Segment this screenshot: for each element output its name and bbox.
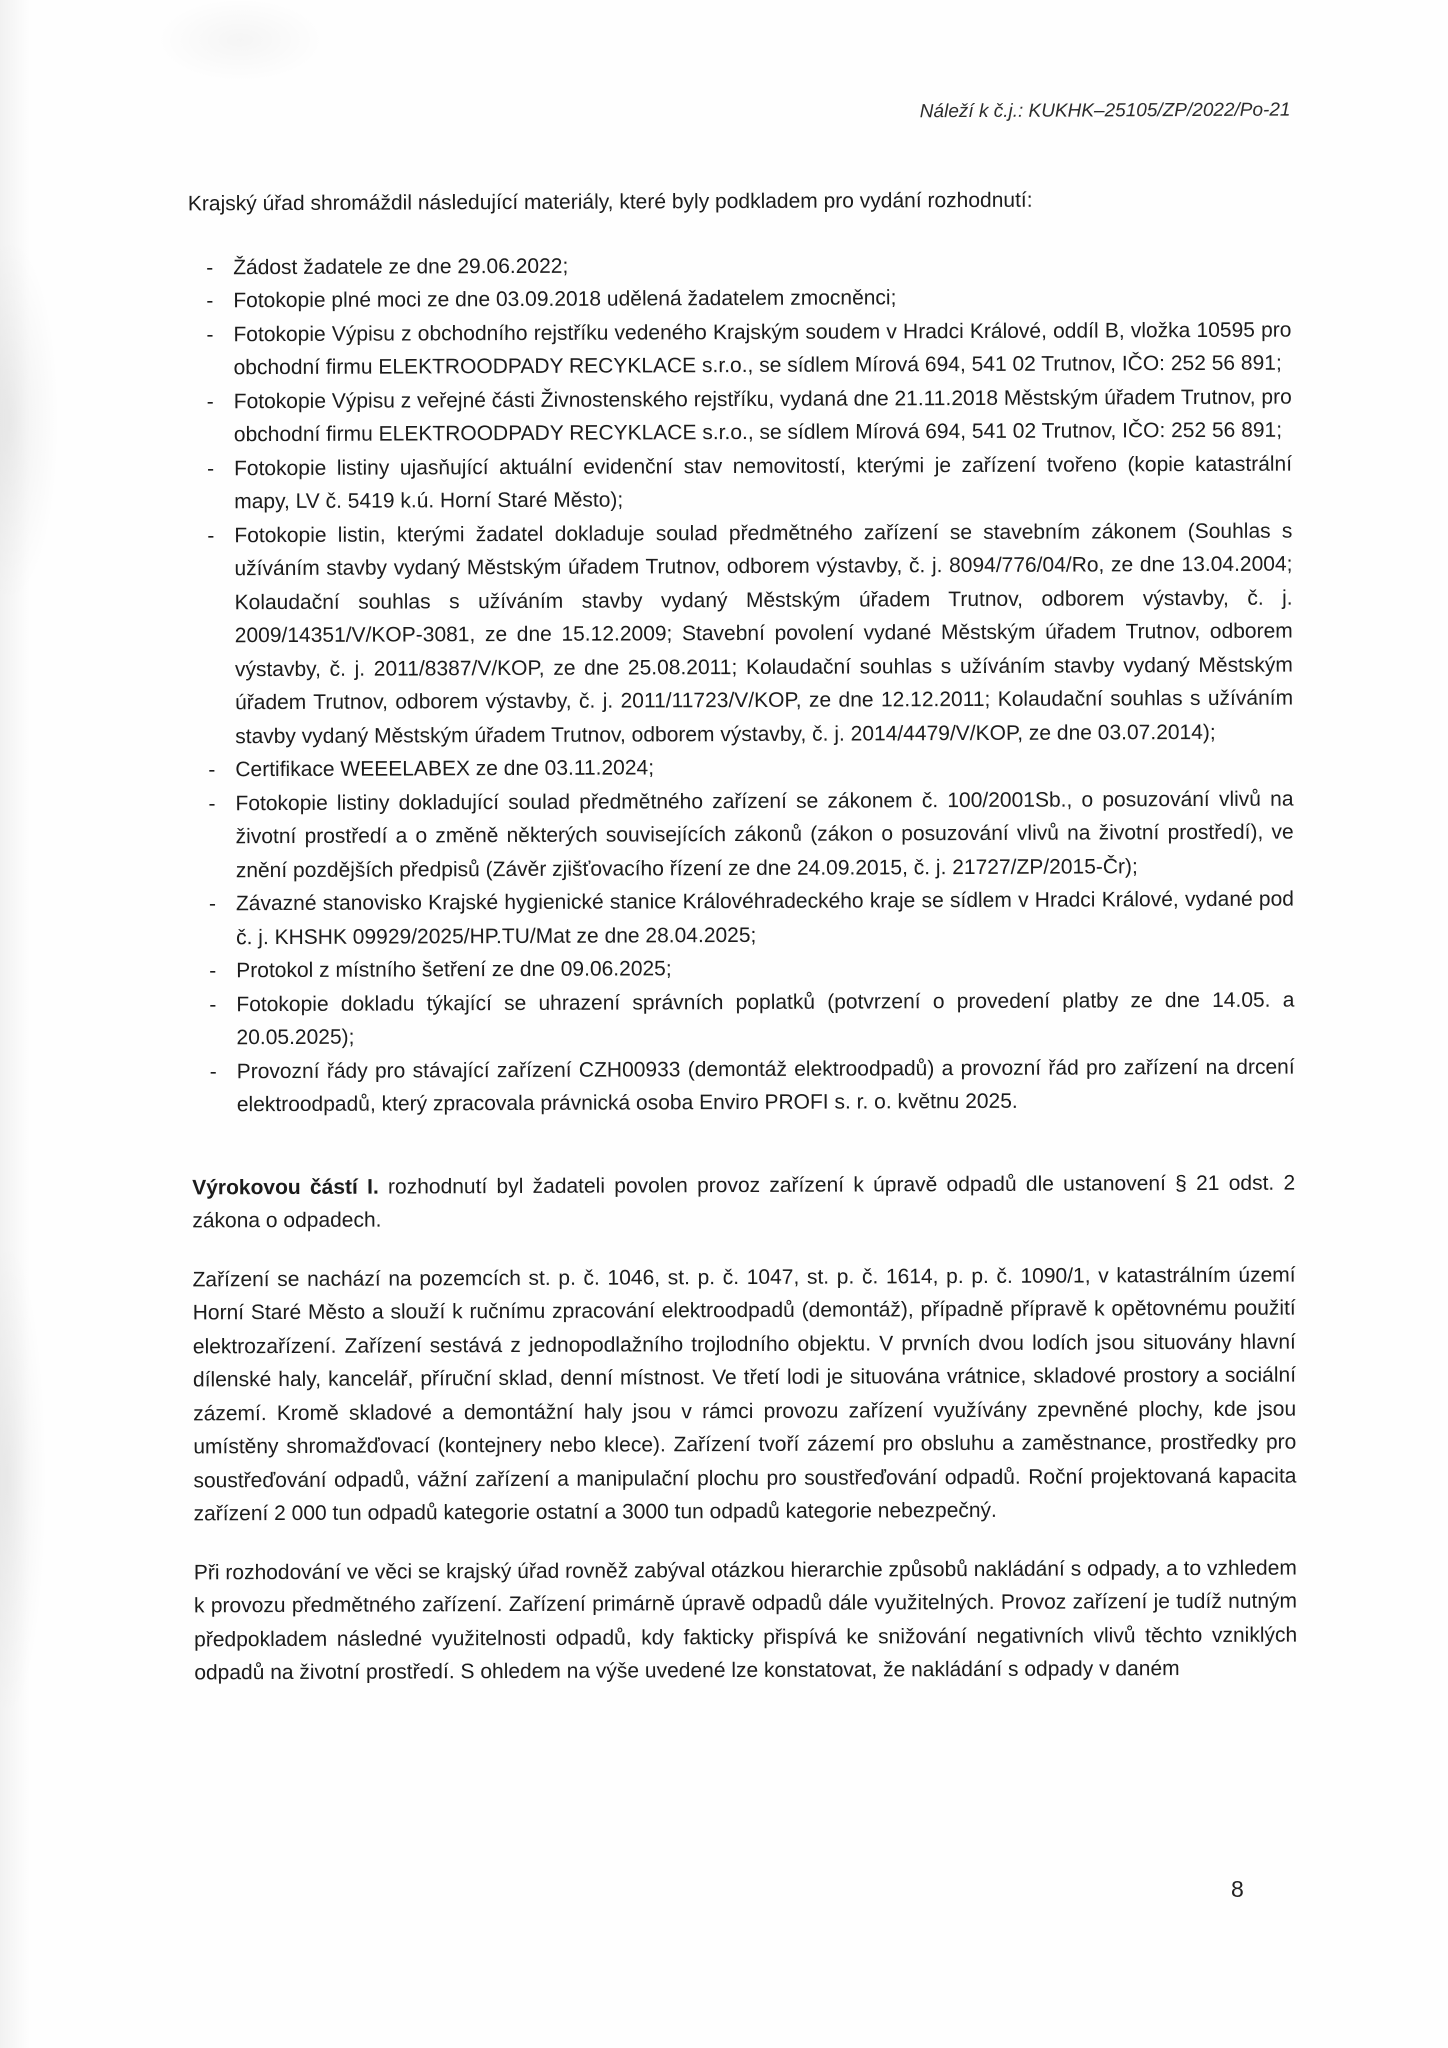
bullet-dash: - <box>208 892 216 916</box>
bullet-dash: - <box>207 523 215 547</box>
bullet-dash: - <box>206 255 214 279</box>
list-item-text: Závazné stanovisko Krajské hygienické stanice Královéhradeckého kraje se sídlem v Hradci Králové, vydané pod č. j. KHSHK 09929/2025/HP.TU/Mat ze dne 28.04.2025; <box>235 887 1294 949</box>
paragraph-verdict-lead: Výrokovou částí I. <box>192 1175 379 1199</box>
bullet-dash: - <box>209 959 217 983</box>
document-content <box>187 0 1297 1690</box>
list-item-text: Fotokopie listin, kterými žadatel dokladuje soulad předmětného zařízení se stavebním zákonem (Souhlas s užíváním stavby vydaný Městským úřadem Trutnov, odborem výstavby, č. j. 8094/776/04/Ro, ze dne 13.04.2004; Kolaudační souhlas s užíváním stavby vydaný Městským úřadem Trutnov, odborem výstavby, č. j. 2009/14351/V/KOP-3081, ze dne 15.12.2009; Stavební povolení vydané Městským úřadem Trutnov, odborem výstavby, č. j. 2011/8387/V/KOP, ze dne 25.08.2011; Kolaudační souhlas s užíváním stavby vydaný Městským úřadem Trutnov, odborem výstavby, č. j. 2011/11723/V/KOP, ze dne 12.12.2011; Kolaudační souhlas s užíváním stavby vydaný Městským úřadem Trutnov, odborem výstavby, č. j. 2014/4479/V/KOP, ze dne 03.07.2014); <box>234 519 1294 748</box>
list-item <box>189 380 1292 452</box>
bullet-dash: - <box>206 389 214 413</box>
list-item <box>191 983 1294 1055</box>
list-item <box>188 246 1291 284</box>
bullet-dash: - <box>209 992 217 1016</box>
bullet-dash: - <box>206 456 215 480</box>
list-item <box>190 749 1293 787</box>
list-item <box>191 950 1294 988</box>
list-item-text: Certifikace WEEELABEX ze dne 03.11.2024; <box>235 756 655 782</box>
list-item-text: Fotokopie listiny dokladující soulad předmětného zařízení se zákonem č. 100/2001Sb., o posuzování vlivů na životní prostředí a o změně některých souvisejících zákonů (zákon o posuzování vlivů na životní prostředí), ve znění pozdějších předpisů (Závěr zjišťovacího řízení ze dne 24.09.2015, č. j. 21727/ZP/2015-Čr); <box>235 787 1294 882</box>
list-item-text: Protokol z místního šetření ze dne 09.06.2025; <box>236 957 672 983</box>
list-item-text: Žádost žadatele ze dne 29.06.2022; <box>233 254 569 279</box>
list-item <box>188 313 1291 385</box>
list-item <box>190 782 1293 887</box>
list-item <box>189 447 1292 519</box>
bullet-dash: - <box>209 1059 217 1083</box>
paragraph-facility-description: Zařízení se nachází na pozemcích st. p. č. 1046, st. p. č. 1047, st. p. č. 1614, p. p. č. 1090/1, v katastrálním území Horní Staré Město a slouží k ručnímu zpracování elektroodpadů (demontáž), případně přípravě k opětovnému použití elektrozařízení. Zařízení sestává z jednopodlažního trojlodního objektu. V prvních dvou lodích jsou situovány hlavní dílenské haly, kancelář, příruční sklad, denní místnost. Ve třetí lodi je situována vrátnice, skladové prostory a sociální zázemí. Kromě skladové a demontážní haly jsou v rámci provozu zařízení využívány zpevněné plochy, kde jsou umístěny shromažďovací (kontejnery nebo klece). Zařízení tvoří zázemí pro obsluhu a zaměstnance, prostředky pro soustřeďování odpadů, vážní zařízení a manipulační plochu pro soustřeďování odpadů. Roční projektovaná kapacita zařízení 2 000 tun odpadů kategorie ostatní a 3000 tun odpadů kategorie nebezpečný. <box>192 1263 1297 1526</box>
paragraph-verdict <box>192 1166 1295 1238</box>
paragraph-waste-hierarchy: Při rozhodování ve věci se krajský úřad rovněž zabýval otázkou hierarchie způsobů nakládání s odpady, a to vzhledem k provozu předmětného zařízení. Zařízení primárně úpravě odpadů dále využitelných. Provoz zařízení je tudíž nutným předpokladem následné využitelnosti odpadů, kdy fakticky přispívá ke snižování negativních vlivů těchto vzniklých odpadů na životní prostředí. S ohledem na výše uvedené lze konstatovat, že nakládání s odpady v daném <box>193 1556 1298 1685</box>
list-item-text: Fotokopie plné moci ze dne 03.09.2018 udělená žadatelem zmocněnci; <box>233 286 897 313</box>
list-item-text: Fotokopie dokladu týkající se uhrazení správních poplatků (potvrzení o provedení platby ze dne 14.05. a 20.05.2025); <box>236 988 1295 1050</box>
list-item-text: Fotokopie Výpisu z veřejné části Živnostenského rejstříku, vydaná dne 21.11.2018 Městským úřadem Trutnov, pro obchodní firmu ELEKTROODPADY RECYKLACE s.r.o., se sídlem Mírová 694, 541 02 Trutnov, IČO: 252 56 891; <box>233 385 1292 447</box>
bullet-dash: - <box>208 791 216 815</box>
list-item <box>189 514 1293 753</box>
bullet-dash: - <box>208 758 216 782</box>
list-item <box>188 280 1291 318</box>
list-item <box>192 1050 1295 1122</box>
list-item <box>191 883 1294 955</box>
intro-paragraph: Krajský úřad shromáždil následující materiály, které byly podkladem pro vydání rozhodnutí: <box>187 188 1033 216</box>
list-item-text: Fotokopie listiny ujasňující aktuální evidenční stav nemovitostí, kterými je zařízení tvořeno (kopie katastrální mapy, LV č. 5419 k.ú. Horní Staré Město); <box>233 452 1293 514</box>
list-item-text: Fotokopie Výpisu z obchodního rejstříku vedeného Krajským soudem v Hradci Králové, oddíl B, vložka 10595 pro obchodní firmu ELEKTROODPADY RECYKLACE s.r.o., se sídlem Mírová 694, 541 02 Trutnov, IČO: 252 56 891; <box>233 318 1292 380</box>
bullet-dash: - <box>206 289 214 313</box>
list-item-text: Provozní řády pro stávající zařízení CZH00933 (demontáž elektroodpadů) a provozní řád pro zařízení na drcení elektroodpadů, který zpracovala právnická osoba Enviro PROFI s. r. o. květnu 2025. <box>236 1055 1295 1117</box>
page-number: 8 <box>1231 1876 1244 1902</box>
header-reference-note: Náleží k č.j.: KUKHK–25105/ZP/2022/Po-21 <box>919 99 1291 123</box>
materials-list <box>188 246 1295 1122</box>
paragraph-verdict-text: rozhodnutí byl žadateli povolen provoz zařízení k úpravě odpadů dle ustanovení § 21 odst. 2 zákona o odpadech. <box>192 1171 1296 1233</box>
bullet-dash: - <box>206 322 214 346</box>
